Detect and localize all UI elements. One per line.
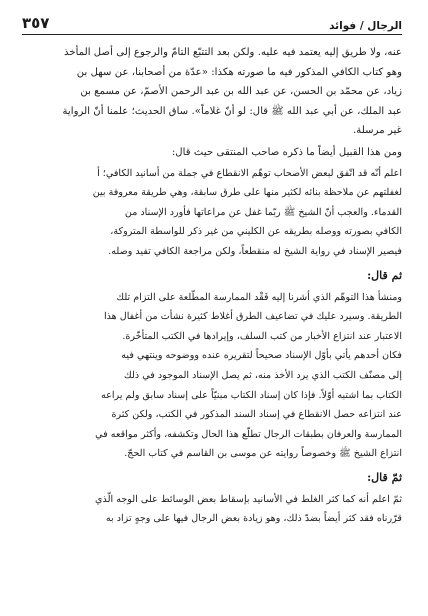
quote-line: لغفلتهم عن ملاحظة بنائه لكثير منها على طرق سابقة، وهي طريقة معروفة بين bbox=[92, 187, 402, 199]
then-said-label: ثم قال: bbox=[367, 268, 402, 282]
lead-in-line: ومن هذا القبيل أيضاً ما ذكره صاحب المنتقى حيث قال: bbox=[171, 146, 402, 158]
text-line: عنه، ولا طريق إليه يعتمد فيه عليه. ولكن بعد التتبّع التامّ والرجوع إلى أصل المأخذ bbox=[63, 47, 402, 58]
quote-line: الكتاب بما اشتبه أوّلاً. فإذا كان إسناد الكتاب مبنيّاً على إسناد سابق ولم يراعه bbox=[101, 389, 402, 401]
quote-line: الاعتبار عند انتزاع الأخبار من كتب السلف، وإيرادها في الكتب المتأخّرة. bbox=[122, 330, 402, 342]
quote-line: اعلم أنّه قد اتّفق لبعض الأصحاب توهّم الانقطاع في جملة من أسانيد الكافي؛ أ bbox=[97, 167, 402, 179]
quote-block-2 bbox=[22, 289, 402, 463]
quote-line: ثمّ اعلم أنه كما كثر الغلط في الأسانيد بإسقاط بعض الوسائط على الوجه الّذي bbox=[95, 493, 402, 505]
text-line: عبد الملك، عن أبي عبد الله ﷺ قال: لو أنّ غلاماً». ساق الحديث؛ علمنا أنّ الرواية bbox=[62, 105, 402, 117]
page-header bbox=[22, 10, 402, 35]
quote-block-1 bbox=[22, 165, 402, 261]
quote-line: ومنشأ هذا التوهّم الذي أشرنا إليه فَقْد الممارسة المطّلعة على التزام تلك bbox=[116, 291, 402, 303]
quote-line: عند انتزاعه حصل الانقطاع في إسناد السند المذكور في الكتب، ولكن كثرة bbox=[111, 409, 402, 421]
quote-line: فكان أحدهم يأتي بأوّل الإسناد صحيحاً لتقريره عنده ووضوحه وينتهي فيه bbox=[121, 350, 402, 362]
quote-line: إلى مصنّف الكتب الذي يرد الأخذ منه، ثم يصل الإسناد الموجود في ذلك bbox=[123, 369, 402, 381]
intro-paragraph bbox=[22, 43, 402, 141]
quote-line: الممارسة والعرفان بطبقات الرجال تطلّع هذا الحال وتكشفه، وأكثر مواقعه في bbox=[95, 428, 402, 440]
quote-line: الكافي بصورته ووصله بطريقه عن الكليني من غير ذكر للواسطة المتروكة، bbox=[110, 226, 402, 238]
page-body bbox=[22, 43, 402, 528]
quote-line: الطريقة. وسيرد عليك في تضاعيف الطرق أغلاط كثيرة نشأت من أغفال هذا bbox=[103, 311, 402, 323]
then-said-label: ثمّ قال: bbox=[367, 470, 402, 484]
text-line: وهو كتاب الكافي المذكور فيه ما صورته هكذا: «عدّة من أصحابنا، عن سهل بن bbox=[76, 66, 402, 78]
running-title: الرجال / فوائد bbox=[329, 20, 402, 32]
text-line: زياد، عن محمّد بن الحسن، عن عبد الله بن عبد الرحمن الأصمّ، عن مسمع بن bbox=[80, 86, 402, 98]
quote-line: انتزاع الشيخ ﷺ وخصوصاً روايته عن موسى بن القاسم في كتاب الحجّ. bbox=[124, 448, 402, 460]
text-line: غير مرسلة. bbox=[353, 125, 402, 137]
quote-line: فيصير الإسناد في رواية الشيخ له منقطعاً، ولكن مراجعة الكافي تفيد وصله. bbox=[108, 245, 402, 257]
page-number: ٣٥٧ bbox=[22, 14, 50, 32]
quote-line: القدماء. والعجب أنّ الشيخ ﷺ ربّما غفل عن مراعاتها فأورد الإسناد من bbox=[124, 206, 402, 218]
quote-line: قرّرناه فقد كثر أيضاً بضدّ ذلك، وهو زيادة بعض الرجال فيها على وجهٍ تزاد به bbox=[105, 513, 402, 525]
quote-block-3 bbox=[22, 491, 402, 528]
